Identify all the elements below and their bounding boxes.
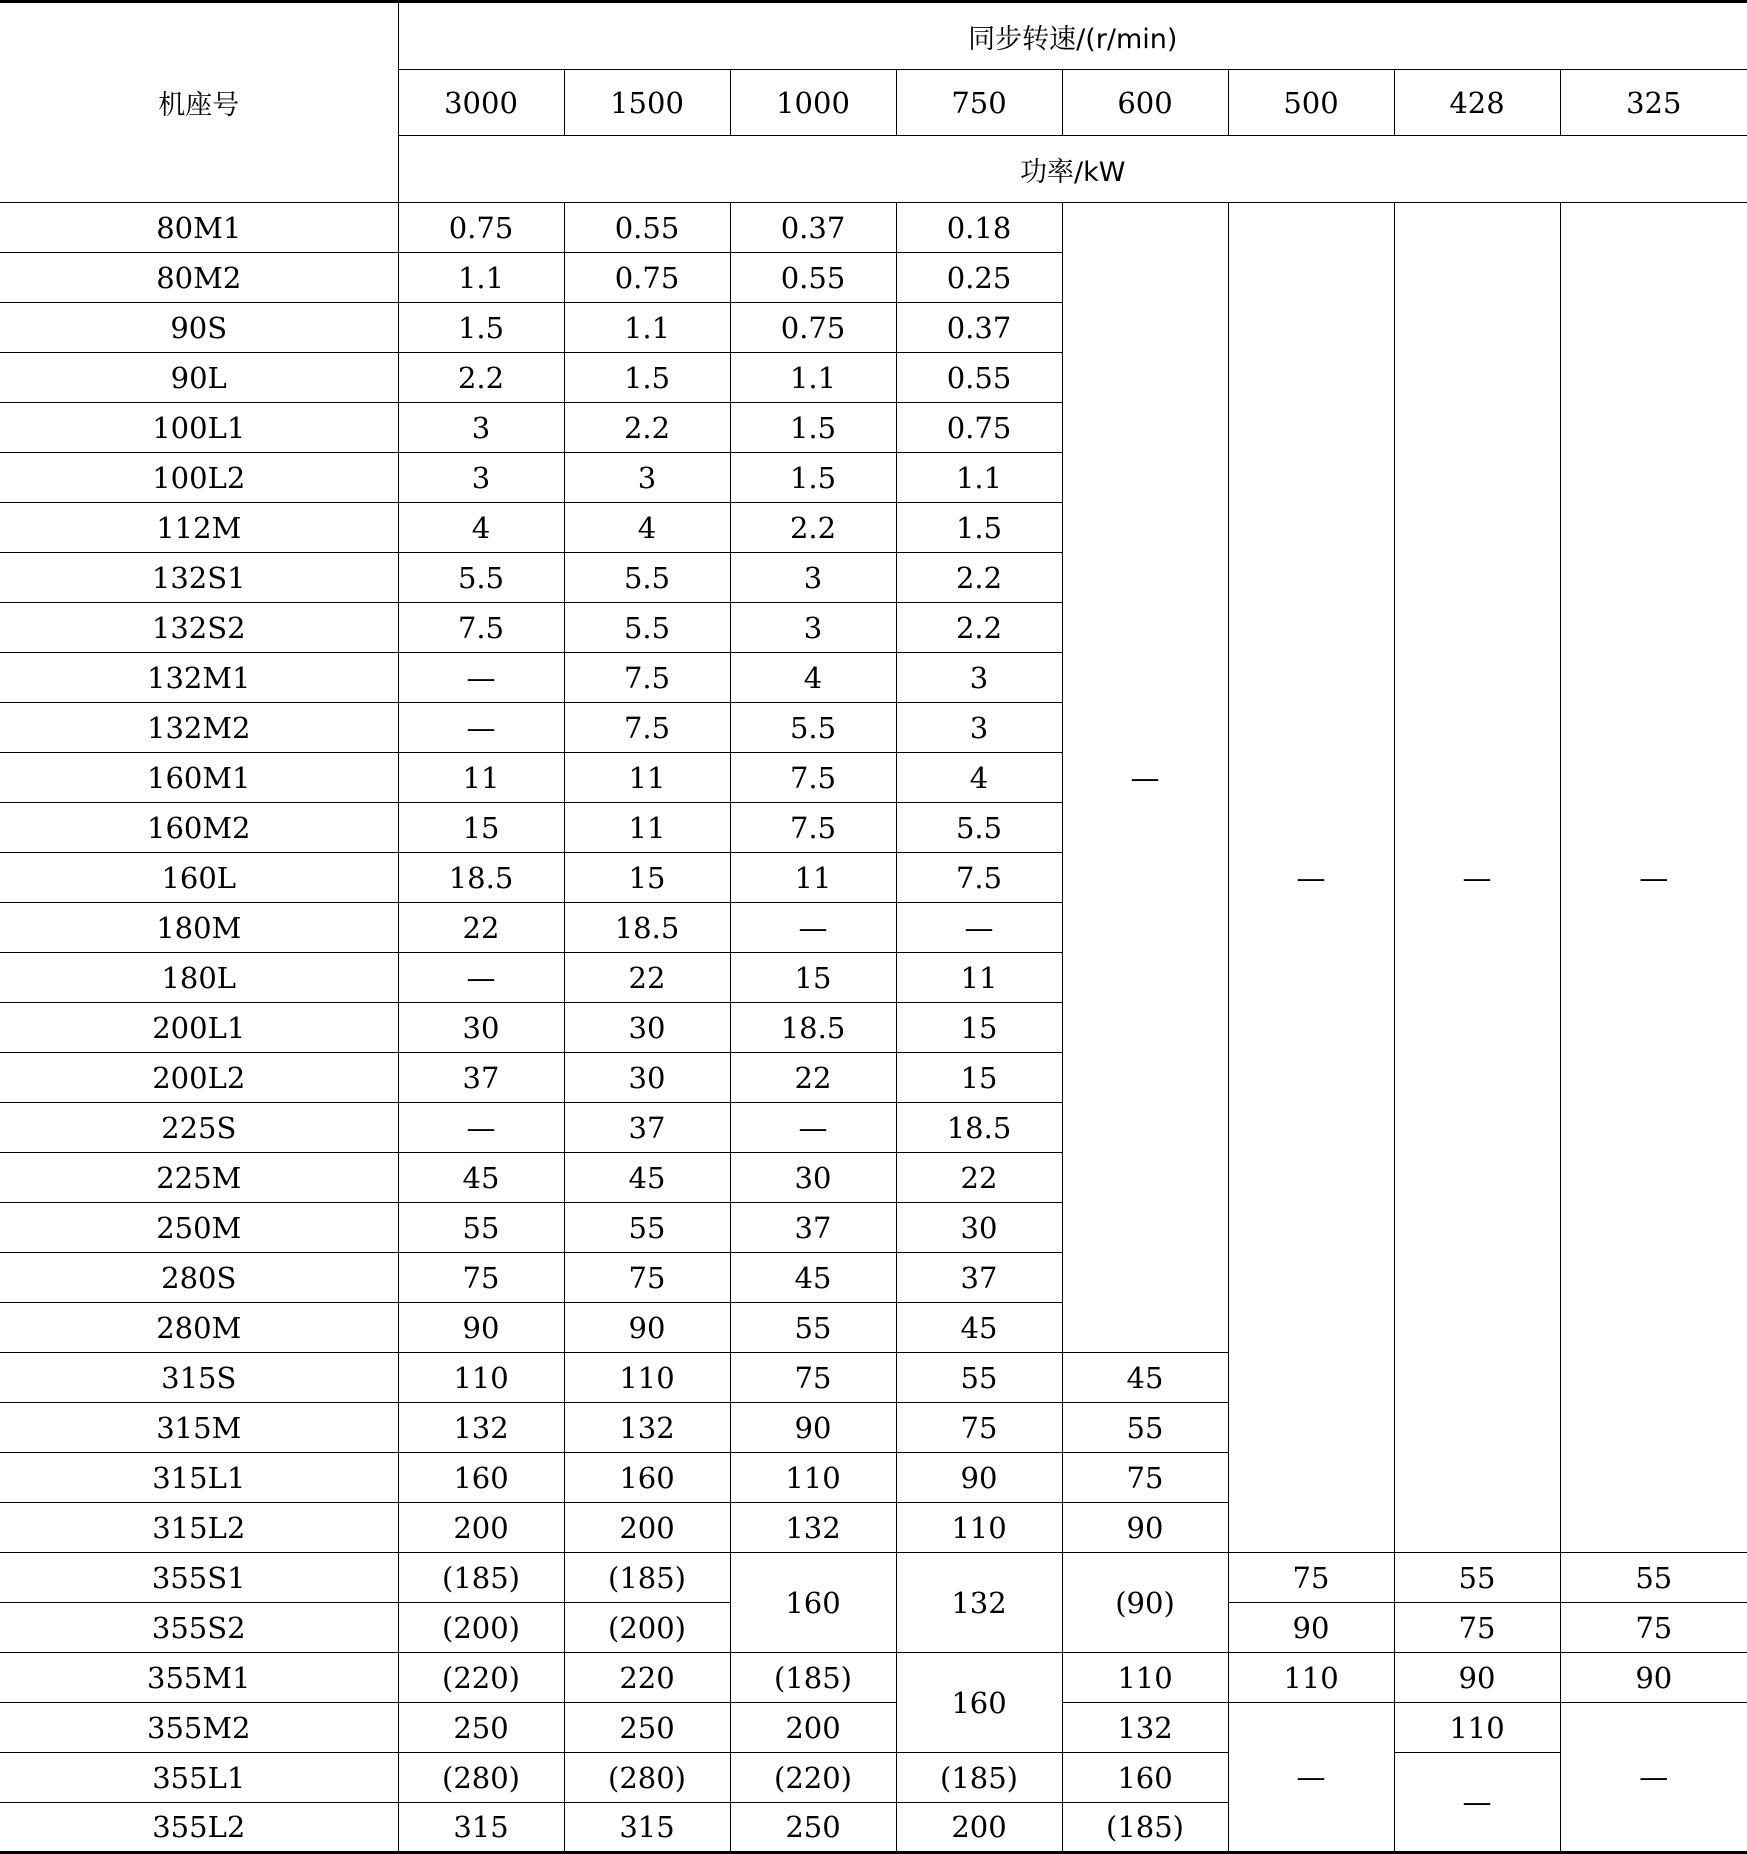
power-cell: 200 xyxy=(398,1503,564,1553)
frame-number-cell: 280M xyxy=(0,1303,398,1353)
frame-number-cell: 180M xyxy=(0,903,398,953)
power-cell: 0.18 xyxy=(896,203,1062,253)
power-cell: 160 xyxy=(730,1553,896,1653)
frame-number-cell: 200L1 xyxy=(0,1003,398,1053)
power-cell: 7.5 xyxy=(896,853,1062,903)
power-cell: — xyxy=(1394,203,1560,1553)
power-cell: — xyxy=(398,953,564,1003)
frame-number-cell: 315M xyxy=(0,1403,398,1453)
power-cell: 1.1 xyxy=(730,353,896,403)
power-cell: 90 xyxy=(1228,1603,1394,1653)
power-cell: 30 xyxy=(398,1003,564,1053)
power-cell: 2.2 xyxy=(896,603,1062,653)
power-cell: 110 xyxy=(730,1453,896,1503)
power-cell: 7.5 xyxy=(398,603,564,653)
power-cell: 22 xyxy=(398,903,564,953)
power-cell: 110 xyxy=(398,1353,564,1403)
table-row xyxy=(0,1703,1747,1753)
power-cell: 0.37 xyxy=(730,203,896,253)
power-cell: (200) xyxy=(564,1603,730,1653)
power-cell: 18.5 xyxy=(564,903,730,953)
power-cell: 75 xyxy=(1560,1603,1747,1653)
table-row xyxy=(0,1653,1747,1703)
frame-number-cell: 132M2 xyxy=(0,703,398,753)
frame-number-cell: 132M1 xyxy=(0,653,398,703)
power-cell: 220 xyxy=(564,1653,730,1703)
power-cell: 2.2 xyxy=(896,553,1062,603)
power-cell: 90 xyxy=(1062,1503,1228,1553)
power-cell: 4 xyxy=(896,753,1062,803)
power-cell: 1.1 xyxy=(398,253,564,303)
power-cell: 110 xyxy=(564,1353,730,1403)
power-cell: 3 xyxy=(564,453,730,503)
table-row xyxy=(0,1753,1747,1803)
power-cell: 75 xyxy=(896,1403,1062,1453)
power-cell: 250 xyxy=(564,1703,730,1753)
power-cell: 315 xyxy=(398,1803,564,1853)
frame-number-cell: 355M2 xyxy=(0,1703,398,1753)
power-cell: (280) xyxy=(564,1753,730,1803)
frame-number-header: 机座号 xyxy=(0,2,398,203)
power-cell: 160 xyxy=(564,1453,730,1503)
power-cell: 15 xyxy=(398,803,564,853)
power-cell: 110 xyxy=(1228,1653,1394,1703)
power-cell: — xyxy=(1062,203,1228,1353)
power-cell: 55 xyxy=(1560,1553,1747,1603)
power-cell: 3 xyxy=(398,453,564,503)
frame-number-cell: 90S xyxy=(0,303,398,353)
power-cell: 0.55 xyxy=(730,253,896,303)
power-cell: 0.75 xyxy=(564,253,730,303)
power-cell: 55 xyxy=(730,1303,896,1353)
power-cell: 75 xyxy=(1394,1603,1560,1653)
power-cell: — xyxy=(1228,203,1394,1553)
power-cell: 4 xyxy=(398,503,564,553)
frame-number-cell: 355L1 xyxy=(0,1753,398,1803)
frame-number-cell: 180L xyxy=(0,953,398,1003)
power-cell: 132 xyxy=(398,1403,564,1453)
power-cell: 110 xyxy=(1394,1703,1560,1753)
power-cell: 15 xyxy=(896,1003,1062,1053)
power-cell: 45 xyxy=(564,1153,730,1203)
power-cell: (185) xyxy=(564,1553,730,1603)
power-cell: 5.5 xyxy=(564,553,730,603)
power-cell: (200) xyxy=(398,1603,564,1653)
power-cell: 0.75 xyxy=(398,203,564,253)
power-cell: (220) xyxy=(398,1653,564,1703)
power-cell: 7.5 xyxy=(564,653,730,703)
power-cell: — xyxy=(398,703,564,753)
power-cell: 132 xyxy=(1062,1703,1228,1753)
table-row xyxy=(0,1553,1747,1603)
power-cell: 315 xyxy=(564,1803,730,1853)
power-cell: 37 xyxy=(896,1253,1062,1303)
power-cell: — xyxy=(398,653,564,703)
frame-number-cell: 132S1 xyxy=(0,553,398,603)
power-cell: (185) xyxy=(730,1653,896,1703)
power-cell: 90 xyxy=(1394,1653,1560,1703)
sync-speed-header: 同步转速/(r/min) xyxy=(398,2,1747,70)
power-cell: (185) xyxy=(398,1553,564,1603)
power-cell: 22 xyxy=(564,953,730,1003)
power-cell: 0.55 xyxy=(896,353,1062,403)
power-cell: 18.5 xyxy=(896,1103,1062,1153)
power-cell: 22 xyxy=(730,1053,896,1103)
power-cell: 11 xyxy=(730,853,896,903)
power-cell: 4 xyxy=(730,653,896,703)
power-cell: 5.5 xyxy=(398,553,564,603)
power-cell: 45 xyxy=(1062,1353,1228,1403)
power-cell: (185) xyxy=(1062,1803,1228,1853)
power-cell: 75 xyxy=(730,1353,896,1403)
power-cell: 5.5 xyxy=(564,603,730,653)
power-cell: 110 xyxy=(1062,1653,1228,1703)
frame-number-cell: 100L2 xyxy=(0,453,398,503)
power-cell: — xyxy=(398,1103,564,1153)
power-cell: 160 xyxy=(398,1453,564,1503)
frame-number-cell: 80M2 xyxy=(0,253,398,303)
power-cell: 7.5 xyxy=(730,803,896,853)
frame-number-cell: 315L2 xyxy=(0,1503,398,1553)
power-cell: 1.5 xyxy=(730,453,896,503)
frame-number-cell: 355S2 xyxy=(0,1603,398,1653)
power-cell: 5.5 xyxy=(896,803,1062,853)
frame-number-cell: 200L2 xyxy=(0,1053,398,1103)
power-cell: — xyxy=(896,903,1062,953)
power-cell: 90 xyxy=(896,1453,1062,1503)
power-cell: — xyxy=(730,1103,896,1153)
power-cell: — xyxy=(1560,203,1747,1553)
power-cell: 1.1 xyxy=(896,453,1062,503)
power-cell: 45 xyxy=(398,1153,564,1203)
frame-number-cell: 100L1 xyxy=(0,403,398,453)
power-cell: 55 xyxy=(564,1203,730,1253)
power-cell: 75 xyxy=(398,1253,564,1303)
power-cell: 1.5 xyxy=(730,403,896,453)
power-cell: 4 xyxy=(564,503,730,553)
power-cell: 37 xyxy=(398,1053,564,1103)
frame-number-cell: 315S xyxy=(0,1353,398,1403)
power-cell: 200 xyxy=(730,1703,896,1753)
power-cell: 1.1 xyxy=(564,303,730,353)
frame-number-cell: 355M1 xyxy=(0,1653,398,1703)
frame-number-cell: 160M2 xyxy=(0,803,398,853)
speed-1000-header: 1000 xyxy=(730,70,896,136)
power-cell: 55 xyxy=(1394,1553,1560,1603)
power-cell: 160 xyxy=(896,1653,1062,1753)
power-cell: 11 xyxy=(398,753,564,803)
power-cell: 15 xyxy=(896,1053,1062,1103)
speed-325-header: 325 xyxy=(1560,70,1747,136)
power-cell: 18.5 xyxy=(398,853,564,903)
power-cell: 110 xyxy=(896,1503,1062,1553)
power-cell: (220) xyxy=(730,1753,896,1803)
power-cell: 0.75 xyxy=(730,303,896,353)
power-cell: 200 xyxy=(564,1503,730,1553)
power-cell: — xyxy=(730,903,896,953)
speed-750-header: 750 xyxy=(896,70,1062,136)
frame-number-cell: 280S xyxy=(0,1253,398,1303)
speed-500-header: 500 xyxy=(1228,70,1394,136)
power-cell: 55 xyxy=(896,1353,1062,1403)
frame-number-cell: 160M1 xyxy=(0,753,398,803)
power-cell: 0.75 xyxy=(896,403,1062,453)
power-cell: 30 xyxy=(730,1153,896,1203)
frame-number-cell: 132S2 xyxy=(0,603,398,653)
speed-600-header: 600 xyxy=(1062,70,1228,136)
frame-number-cell: 80M1 xyxy=(0,203,398,253)
power-cell: 250 xyxy=(398,1703,564,1753)
power-cell: 55 xyxy=(398,1203,564,1253)
frame-number-cell: 355S1 xyxy=(0,1553,398,1603)
power-cell: 7.5 xyxy=(730,753,896,803)
power-cell: (90) xyxy=(1062,1553,1228,1653)
power-cell: 1.5 xyxy=(896,503,1062,553)
power-cell: 55 xyxy=(1062,1403,1228,1453)
power-cell: 1.5 xyxy=(564,353,730,403)
power-cell: — xyxy=(1228,1703,1394,1853)
power-cell: 15 xyxy=(564,853,730,903)
speed-1500-header: 1500 xyxy=(564,70,730,136)
power-cell: 11 xyxy=(564,753,730,803)
power-cell: (185) xyxy=(896,1753,1062,1803)
power-unit-header: 功率/kW xyxy=(398,136,1747,203)
power-cell: 18.5 xyxy=(730,1003,896,1053)
power-cell: 1.5 xyxy=(398,303,564,353)
power-cell: 11 xyxy=(564,803,730,853)
power-cell: 75 xyxy=(1062,1453,1228,1503)
power-cell: 11 xyxy=(896,953,1062,1003)
power-cell: 90 xyxy=(730,1403,896,1453)
power-cell: 5.5 xyxy=(730,703,896,753)
power-cell: 45 xyxy=(730,1253,896,1303)
power-cell: 30 xyxy=(564,1053,730,1103)
power-cell: 3 xyxy=(896,703,1062,753)
power-cell: 2.2 xyxy=(730,503,896,553)
power-cell: 160 xyxy=(1062,1753,1228,1803)
power-cell: 90 xyxy=(398,1303,564,1353)
power-cell: 132 xyxy=(730,1503,896,1553)
frame-number-cell: 250M xyxy=(0,1203,398,1253)
power-cell: 30 xyxy=(564,1003,730,1053)
power-cell: 132 xyxy=(564,1403,730,1453)
power-cell: 3 xyxy=(730,553,896,603)
frame-number-cell: 315L1 xyxy=(0,1453,398,1503)
power-cell: 3 xyxy=(398,403,564,453)
power-cell: 75 xyxy=(564,1253,730,1303)
power-cell: 22 xyxy=(896,1153,1062,1203)
power-cell: 0.37 xyxy=(896,303,1062,353)
frame-number-cell: 90L xyxy=(0,353,398,403)
power-cell: 30 xyxy=(896,1203,1062,1253)
power-cell: 37 xyxy=(730,1203,896,1253)
speed-3000-header: 3000 xyxy=(398,70,564,136)
power-cell: 3 xyxy=(896,653,1062,703)
power-cell: 0.25 xyxy=(896,253,1062,303)
power-cell: 132 xyxy=(896,1553,1062,1653)
power-cell: 3 xyxy=(730,603,896,653)
power-cell: 2.2 xyxy=(398,353,564,403)
power-cell: 250 xyxy=(730,1803,896,1853)
power-cell: 15 xyxy=(730,953,896,1003)
frame-number-cell: 355L2 xyxy=(0,1803,398,1853)
power-cell: — xyxy=(1560,1703,1747,1853)
power-cell: 90 xyxy=(564,1303,730,1353)
power-cell: — xyxy=(1394,1753,1560,1853)
frame-number-cell: 160L xyxy=(0,853,398,903)
speed-428-header: 428 xyxy=(1394,70,1560,136)
power-cell: 90 xyxy=(1560,1653,1747,1703)
frame-number-cell: 225M xyxy=(0,1153,398,1203)
frame-number-cell: 112M xyxy=(0,503,398,553)
power-cell: 75 xyxy=(1228,1553,1394,1603)
power-cell: 0.55 xyxy=(564,203,730,253)
frame-number-cell: 225S xyxy=(0,1103,398,1153)
power-cell: 45 xyxy=(896,1303,1062,1353)
power-cell: 37 xyxy=(564,1103,730,1153)
power-cell: (280) xyxy=(398,1753,564,1803)
power-cell: 200 xyxy=(896,1803,1062,1853)
power-cell: 7.5 xyxy=(564,703,730,753)
power-cell: 2.2 xyxy=(564,403,730,453)
table-row xyxy=(0,203,1747,253)
